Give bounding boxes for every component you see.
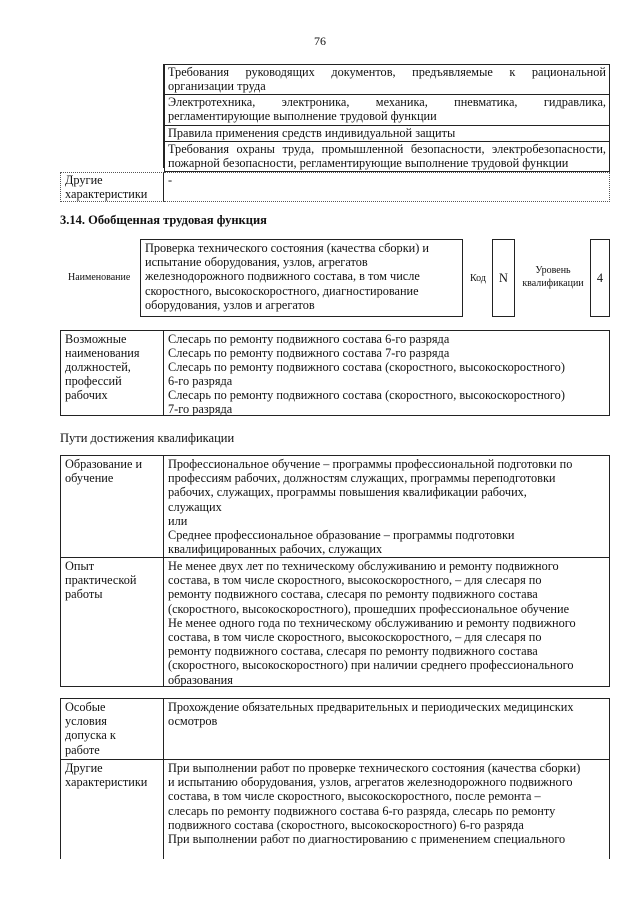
top-other-value: - [168,173,173,187]
top-table-left-column [60,64,164,168]
experience-line: Не менее одного года по техническому обслуживанию и ремонту подвижного [168,615,576,630]
top-table-row-line: организации труда [168,79,266,94]
level-label [518,264,588,290]
top-table-row-line: Требования охраны труда, промышленной безопасности, электробезопасности, [168,142,606,156]
level-label-line: Уровень [535,265,571,276]
code-label: Код [470,273,486,284]
positions-label-line: Возможные [65,332,127,346]
experience-label-cell [60,557,164,687]
education-label-line: обучение [65,471,114,486]
position-line: Слесарь по ремонту подвижного состава (скоростного, высокоскоростного) [168,388,565,402]
positions-label-line: должностей, [65,360,131,374]
function-name-line: скоростного, высокоскоростного, диагностирование [145,283,419,298]
other-characteristics-line: состава, в том числе скоростного, высокоскоростного, после ремонта – [168,789,541,804]
special-conditions-line: осмотров [168,714,218,729]
code-value: N [499,270,508,285]
top-other-label-cell [60,172,164,202]
education-label-cell [60,455,164,558]
position-line: 6-го разряда [168,374,233,388]
section-title: 3.14. Обобщенная трудовая функция [60,213,267,227]
level-label-line: квалификации [522,278,584,289]
top-table-row-line: Электротехника, электроника, механика, пневматика, гидравлика, [168,95,606,109]
positions-label-line: наименования [65,346,140,360]
education-line: рабочих, служащих, программы повышения квалификации рабочих, [168,485,527,500]
education-label-line: Образование и [65,457,143,471]
education-line: или [168,513,188,528]
position-line: Слесарь по ремонту подвижного состава 7-го разряда [168,346,450,360]
name-label: Наименование [68,272,131,283]
function-name-line: оборудования, узлов и агрегатов [145,297,315,312]
experience-line: ремонту подвижного состава, слесаря по ремонту подвижного состава [168,587,538,602]
top-table-row [164,95,610,126]
special-conditions-line: Прохождение обязательных предварительных и периодических медицинских [168,700,574,714]
experience-line: состава, в том числе скоростного, высокоскоростного, – для слесаря по [168,573,542,588]
other-characteristics-line: слесарь по ремонту подвижного состава 6-го разряда, слесарь по ремонту [168,803,556,818]
page-number: 76 [314,34,326,48]
other-characteristics-line: подвижного состава (скоростного, высокоскоростного) 6-го разряда [168,817,524,832]
education-line: квалифицированных рабочих, служащих [168,542,383,557]
experience-line: образования [168,672,233,687]
other-characteristics-label-line: характеристики [65,775,148,790]
education-line: служащих [168,499,222,514]
positions-label-line: профессий [65,374,122,388]
special-conditions-label-line: работе [65,742,100,757]
position-line: Слесарь по ремонту подвижного состава 6-го разряда [168,332,450,346]
education-value-cell [163,455,610,558]
special-conditions-label-cell [60,698,164,760]
paths-title: Пути достижения квалификации [60,431,235,445]
top-table-row [164,142,610,172]
code-value-cell [492,239,515,317]
experience-label-line: практической [65,573,137,588]
top-other-label-line: Другие [65,173,103,187]
other-characteristics-line: и испытанию оборудования, узлов, агрегатов железнодорожного подвижного [168,775,573,790]
position-line: Слесарь по ремонту подвижного состава (скоростного, высокоскоростного) [168,360,565,374]
experience-line: ремонту подвижного состава, слесаря по ремонту подвижного состава [168,644,538,659]
experience-label-line: Опыт [65,559,95,573]
education-line: Профессиональное обучение – программы профессиональной подготовки по [168,457,573,471]
top-table-row-line: Правила применения средств индивидуальной защиты [168,126,456,140]
education-line: профессиям рабочих, должностям служащих, программы переподготовки [168,471,556,486]
other-characteristics-line: При выполнении работ по диагностированию с применением специального [168,832,566,847]
experience-line: (скоростного, высокоскоростного) при наличии среднего профессионального [168,658,574,673]
experience-line: состава, в том числе скоростного, высокоскоростного, – для слесаря по [168,630,542,645]
other-characteristics-line: При выполнении работ по проверке технического состояния (качества сборки) [168,761,581,775]
top-table-row [164,65,610,95]
position-line: 7-го разряда [168,402,233,416]
special-conditions-label-line: условия [65,714,107,729]
education-line: Среднее профессиональное образование – программы подготовки [168,528,515,543]
experience-line: Не менее двух лет по техническому обслуживанию и ремонту подвижного [168,559,559,573]
function-name-line: железнодорожного подвижного состава, в том числе [145,269,420,284]
special-conditions-label-line: Особые [65,700,106,714]
experience-line: (скоростного, высокоскоростного), прошедших профессиональное обучение [168,601,570,616]
special-conditions-label-line: допуска к [65,728,116,743]
level-value: 4 [596,270,604,285]
experience-label-line: работы [65,587,103,602]
experience-value-cell [163,557,610,687]
level-value-cell [590,239,610,317]
function-name-line: испытание оборудования, узлов, агрегатов [145,255,368,270]
positions-label-cell [60,330,164,416]
other-characteristics-label-cell [60,759,164,859]
top-other-value-cell [164,172,610,202]
other-characteristics-value-cell [163,759,610,859]
function-name-line: Проверка технического состояния (качества сборки) и [145,241,429,255]
function-name-cell [140,239,463,317]
top-table-row-line: регламентирующие выполнение трудовой функции [168,109,437,124]
other-characteristics-label-line: Другие [65,761,103,775]
top-other-label-line: характеристики [65,187,148,202]
top-table-row-line: Требования руководящих документов, предъявляемые к рациональной [168,65,606,79]
top-table-row-line: пожарной безопасности, регламентирующие выполнение трудовой функции [168,156,569,171]
special-conditions-value-cell [163,698,610,760]
positions-label-line: рабочих [65,388,108,402]
positions-value-cell [163,330,610,416]
top-table-row [164,126,610,142]
